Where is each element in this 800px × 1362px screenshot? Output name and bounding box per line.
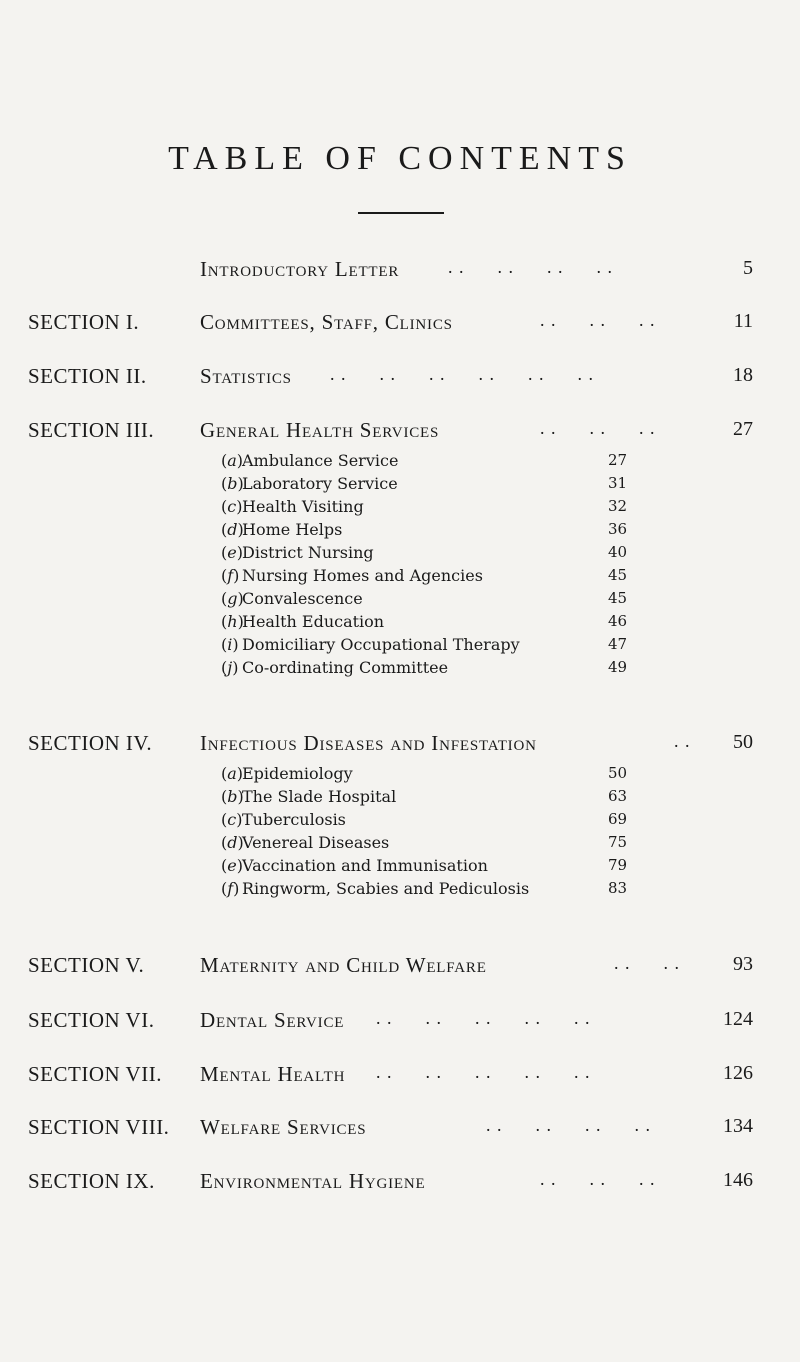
toc-subitem[interactable]: (e) Vaccination and Immunisation 79	[0, 856, 800, 880]
toc-subitem[interactable]: (g) Convalescence 45	[0, 589, 800, 613]
toc-subitem[interactable]: (e) District Nursing 40	[0, 543, 800, 567]
subitem-title: Health Visiting	[242, 497, 364, 516]
leader-dots: . . . . . . . . . .	[376, 1008, 591, 1028]
subitem-page: 27	[608, 451, 628, 469]
subitem-page: 32	[608, 497, 628, 515]
subitem-letter: e	[227, 856, 237, 875]
subitem-letter: h	[227, 612, 238, 631]
leader-dots: . . . . . .	[540, 310, 656, 330]
subitem-page: 31	[608, 474, 628, 492]
page-number: 18	[733, 364, 753, 386]
subitem-title: The Slade Hospital	[242, 787, 397, 806]
toc-entry-section-1[interactable]	[0, 310, 800, 340]
entry-title: General Health Services	[200, 418, 440, 442]
subitem-page: 49	[608, 658, 628, 676]
subitem-title: Health Education	[242, 612, 385, 631]
toc-subitem[interactable]: (f) Ringworm, Scabies and Pediculosis 83	[0, 879, 800, 903]
subitem-page: 46	[608, 612, 628, 630]
subitem-letter: d	[227, 520, 238, 539]
subitem-page: 79	[608, 856, 628, 874]
leader-dots: . . . .	[614, 953, 680, 973]
subitem-letter: a	[227, 764, 237, 783]
toc-subitem[interactable]: (a) Epidemiology 50	[0, 764, 800, 788]
toc-subitem[interactable]: (d) Venereal Diseases 75	[0, 833, 800, 857]
subitem-letter: e	[227, 543, 237, 562]
page-number: 134	[723, 1115, 753, 1137]
entry-title: Statistics	[200, 364, 292, 388]
subitem-title: Convalescence	[242, 589, 363, 608]
toc-entry-section-5[interactable]	[0, 953, 800, 983]
entry-title: Infectious Diseases and Infestation	[200, 731, 537, 755]
section-label: SECTION IX.	[28, 1169, 155, 1193]
subitem-title: Nursing Homes and Agencies	[242, 566, 483, 585]
leader-dots: . . . . . . . . . .	[376, 1062, 591, 1082]
subitem-letter: c	[227, 497, 237, 516]
page-number: 27	[733, 418, 753, 440]
entry-title: Dental Service	[200, 1008, 345, 1032]
toc-subitem[interactable]: (b) The Slade Hospital 63	[0, 787, 800, 811]
leader-dots: . . . . . .	[540, 1169, 656, 1189]
title-rule	[358, 212, 444, 214]
subitem-title: Epidemiology	[242, 764, 353, 783]
subitem-letter: i	[227, 635, 233, 654]
subitem-letter: b	[227, 787, 238, 806]
subitem-letter: g	[227, 589, 238, 608]
section-label: SECTION II.	[28, 364, 147, 388]
entry-title: Committees, Staff, Clinics	[200, 310, 453, 334]
page-number: 11	[733, 310, 753, 332]
subitem-title: Tuberculosis	[242, 810, 346, 829]
subitem-letter: d	[227, 833, 238, 852]
subitem-title: Domiciliary Occupational Therapy	[242, 635, 520, 654]
subitem-page: 36	[608, 520, 628, 538]
subitem-title: Ambulance Service	[242, 451, 399, 470]
page-title: TABLE OF CONTENTS	[168, 140, 632, 177]
subitem-letter: f	[227, 566, 234, 585]
toc-subitem[interactable]: (j) Co-ordinating Committee 49	[0, 658, 800, 682]
entry-title: Mental Health	[200, 1062, 346, 1086]
entry-title: Environmental Hygiene	[200, 1169, 426, 1193]
subitem-page: 50	[608, 764, 628, 782]
subitem-letter: b	[227, 474, 238, 493]
toc-entry-intro[interactable]	[0, 257, 800, 287]
section-label: SECTION VI.	[28, 1008, 155, 1032]
subitem-page: 40	[608, 543, 628, 561]
toc-subitem[interactable]: (d) Home Helps 36	[0, 520, 800, 544]
leader-dots: . . . . . . . .	[448, 257, 613, 277]
subitem-title: Home Helps	[242, 520, 343, 539]
subitem-title: District Nursing	[242, 543, 374, 562]
subitem-title: Co-ordinating Committee	[242, 658, 449, 677]
toc-entry-section-6[interactable]	[0, 1008, 800, 1038]
subitem-page: 45	[608, 566, 628, 584]
toc-subitem[interactable]: (i) Domiciliary Occupational Therapy 47	[0, 635, 800, 659]
toc-entry-section-7[interactable]	[0, 1062, 800, 1092]
subitem-letter: a	[227, 451, 237, 470]
section-label: SECTION IV.	[28, 731, 153, 755]
page-number: 124	[723, 1008, 753, 1030]
subitem-page: 63	[608, 787, 628, 805]
subitem-page: 69	[608, 810, 628, 828]
toc-entry-section-4[interactable]	[0, 731, 800, 761]
subitem-title: Laboratory Service	[242, 474, 398, 493]
subitem-letter: j	[227, 658, 233, 677]
subitem-page: 75	[608, 833, 628, 851]
entry-title: Welfare Services	[200, 1115, 367, 1139]
toc-subitem[interactable]: (b) Laboratory Service 31	[0, 474, 800, 498]
toc-subitem[interactable]: (h) Health Education 46	[0, 612, 800, 636]
toc-entry-section-8[interactable]	[0, 1115, 800, 1145]
toc-subitem[interactable]: (c) Tuberculosis 69	[0, 810, 800, 834]
leader-dots: . . . . . . . .	[486, 1115, 651, 1135]
subitem-page: 45	[608, 589, 628, 607]
entry-title: Introductory Letter	[200, 257, 400, 281]
page-number: 5	[743, 257, 753, 279]
subitem-title: Ringworm, Scabies and Pediculosis	[242, 879, 530, 898]
subitem-title: Venereal Diseases	[242, 833, 390, 852]
page-number: 146	[723, 1169, 753, 1191]
section-label: SECTION VIII.	[28, 1115, 170, 1139]
subitem-page: 83	[608, 879, 628, 897]
page-number: 126	[723, 1062, 753, 1084]
entry-title: Maternity and Child Welfare	[200, 953, 487, 977]
toc-entry-section-3[interactable]	[0, 418, 800, 448]
toc-entry-section-2[interactable]	[0, 364, 800, 394]
leader-dots: . .	[674, 731, 691, 751]
leader-dots: . . . . . .	[540, 418, 656, 438]
page-number: 50	[733, 731, 753, 753]
subitem-letter: c	[227, 810, 237, 829]
toc-subitem[interactable]: (a) Ambulance Service 27	[0, 451, 800, 475]
toc-entry-section-9[interactable]	[0, 1169, 800, 1199]
section-label: SECTION III.	[28, 418, 155, 442]
page-number: 93	[733, 953, 753, 975]
subitem-letter: f	[227, 879, 234, 898]
section-label: SECTION I.	[28, 310, 140, 334]
section-label: SECTION VII.	[28, 1062, 162, 1086]
subitem-page: 47	[608, 635, 628, 653]
toc-subitem[interactable]: (c) Health Visiting 32	[0, 497, 800, 521]
leader-dots: . . . . . . . . . . . .	[330, 364, 594, 384]
toc-subitem[interactable]: (f) Nursing Homes and Agencies 45	[0, 566, 800, 590]
subitem-title: Vaccination and Immunisation	[242, 856, 488, 875]
section-label: SECTION V.	[28, 953, 145, 977]
